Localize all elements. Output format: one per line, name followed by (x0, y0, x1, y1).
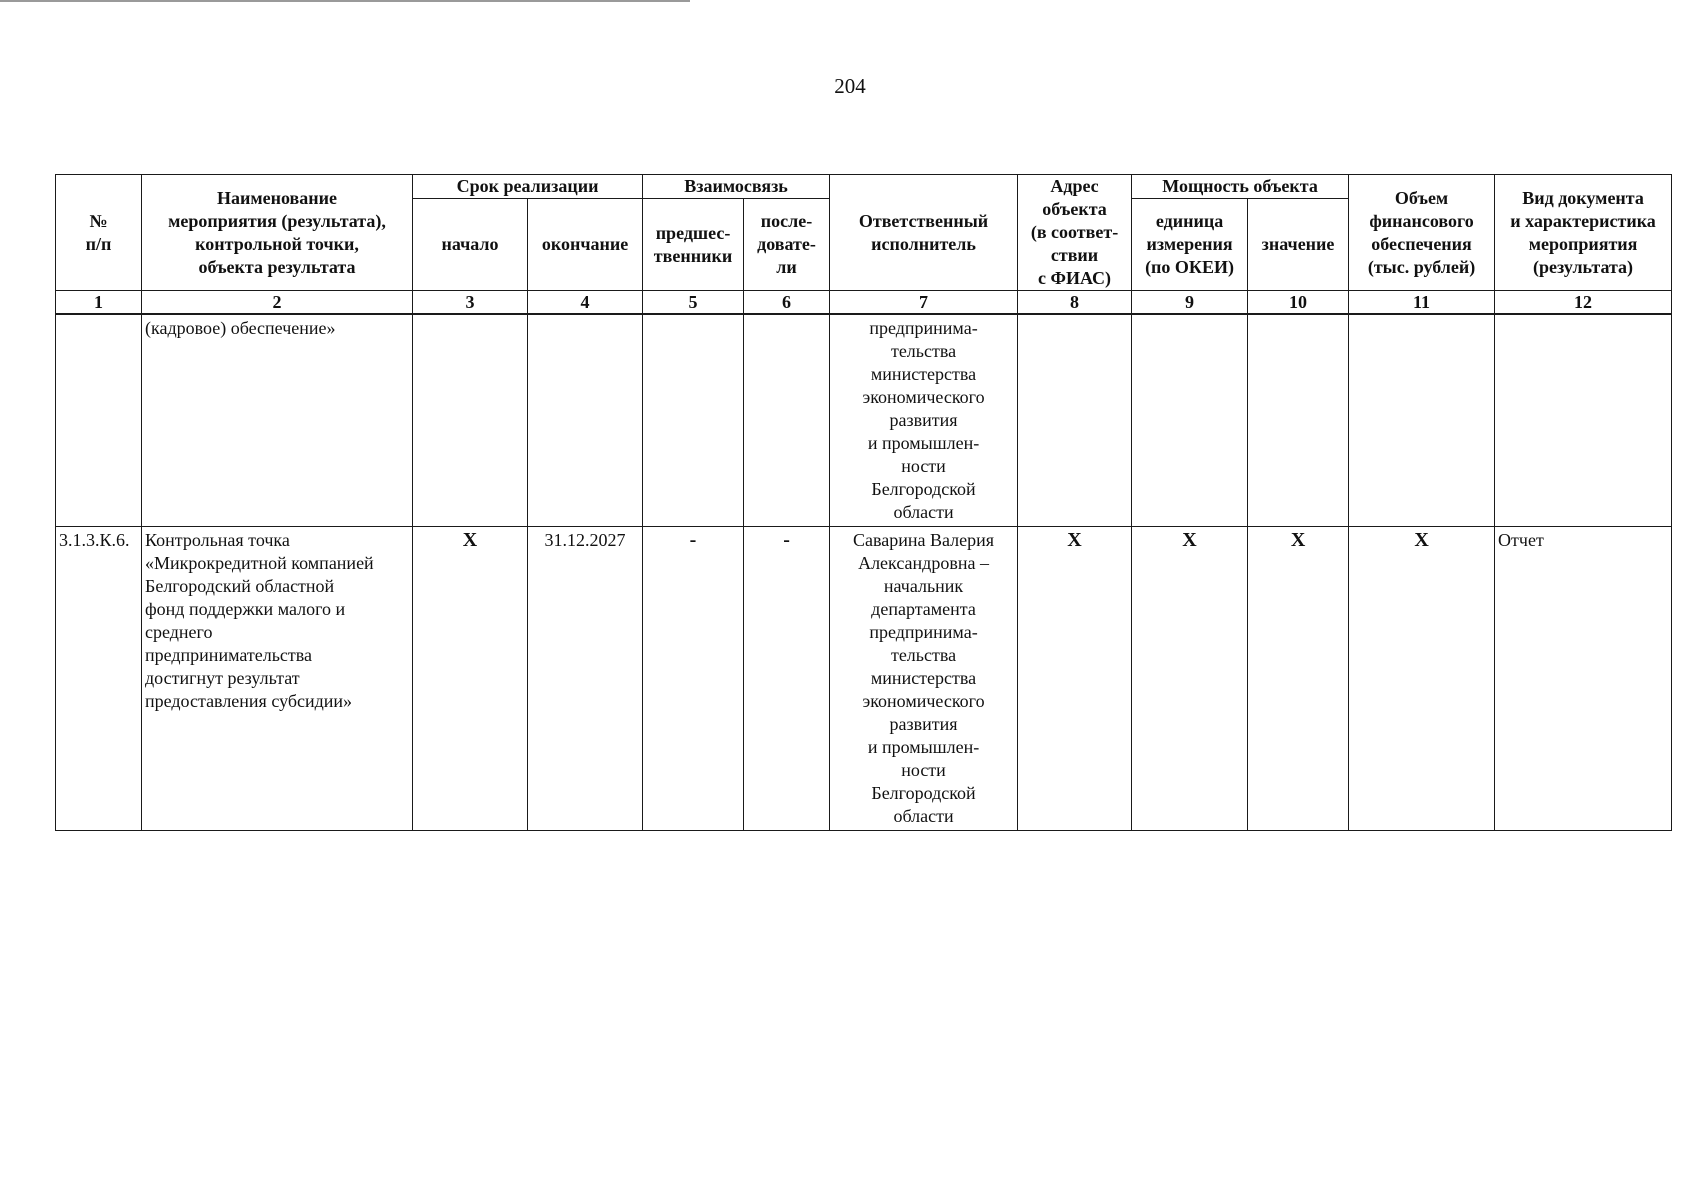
cell-num (56, 314, 142, 527)
cell-finance: X (1349, 527, 1495, 831)
cell-unit (1132, 314, 1248, 527)
plan-table (55, 174, 1672, 831)
header-link-prev: предшес- твенники (643, 199, 744, 291)
cell-responsible: предпринима- тельства министерства экономического развития и промышлен- ности Белгородской области (830, 314, 1018, 527)
cell-address (1018, 314, 1132, 527)
cell-num: 3.1.3.К.6. (56, 527, 142, 831)
column-number: 4 (528, 291, 643, 315)
cell-start: X (413, 527, 528, 831)
cell-next: - (744, 527, 830, 831)
header-address: Адрес объекта (в соответ- ствии с ФИАС) (1018, 175, 1132, 291)
table-body (56, 314, 1672, 831)
column-number: 12 (1495, 291, 1672, 315)
cell-finance (1349, 314, 1495, 527)
column-number: 10 (1248, 291, 1349, 315)
page-number: 204 (834, 74, 866, 98)
column-number: 11 (1349, 291, 1495, 315)
column-number: 8 (1018, 291, 1132, 315)
table-header (56, 175, 1672, 315)
header-capacity-group: Мощность объекта (1132, 175, 1349, 199)
column-number: 3 (413, 291, 528, 315)
header-term-start: начало (413, 199, 528, 291)
column-number: 1 (56, 291, 142, 315)
cell-value (1248, 314, 1349, 527)
header-name: Наименование мероприятия (результата), контрольной точки, объекта результата (142, 175, 413, 291)
column-number: 6 (744, 291, 830, 315)
header-link-group: Взаимосвязь (643, 175, 830, 199)
header-term-group: Срок реализации (413, 175, 643, 199)
header-capacity-unit: единица измерения (по ОКЕИ) (1132, 199, 1248, 291)
cell-document: Отчет (1495, 527, 1672, 831)
cell-next (744, 314, 830, 527)
cell-name: Контрольная точка «Микрокредитной компанией Белгородский областной фонд поддержки малого и среднего предпринимательства достигнут результат предоставления субсидии» (142, 527, 413, 831)
header-num: № п/п (56, 175, 142, 291)
table-row (56, 527, 1672, 831)
header-document: Вид документа и характеристика мероприятия (результата) (1495, 175, 1672, 291)
header-finance: Объем финансового обеспечения (тыс. рублей) (1349, 175, 1495, 291)
cell-address: X (1018, 527, 1132, 831)
column-number: 9 (1132, 291, 1248, 315)
cell-document (1495, 314, 1672, 527)
top-scan-rule (0, 0, 690, 2)
column-number: 7 (830, 291, 1018, 315)
cell-responsible: Саварина Валерия Александровна – начальник департамента предпринима- тельства министерства экономического развития и промышлен- ности Белгородской области (830, 527, 1018, 831)
column-number: 5 (643, 291, 744, 315)
cell-start (413, 314, 528, 527)
cell-unit: X (1132, 527, 1248, 831)
cell-prev: - (643, 527, 744, 831)
cell-name: (кадровое) обеспечение» (142, 314, 413, 527)
header-link-next: после- довате- ли (744, 199, 830, 291)
column-number-row (56, 291, 1672, 315)
column-number: 2 (142, 291, 413, 315)
table-row (56, 314, 1672, 527)
cell-end (528, 314, 643, 527)
cell-prev (643, 314, 744, 527)
header-term-end: окончание (528, 199, 643, 291)
header-capacity-value: значение (1248, 199, 1349, 291)
header-responsible: Ответственный исполнитель (830, 175, 1018, 291)
cell-end: 31.12.2027 (528, 527, 643, 831)
cell-value: X (1248, 527, 1349, 831)
